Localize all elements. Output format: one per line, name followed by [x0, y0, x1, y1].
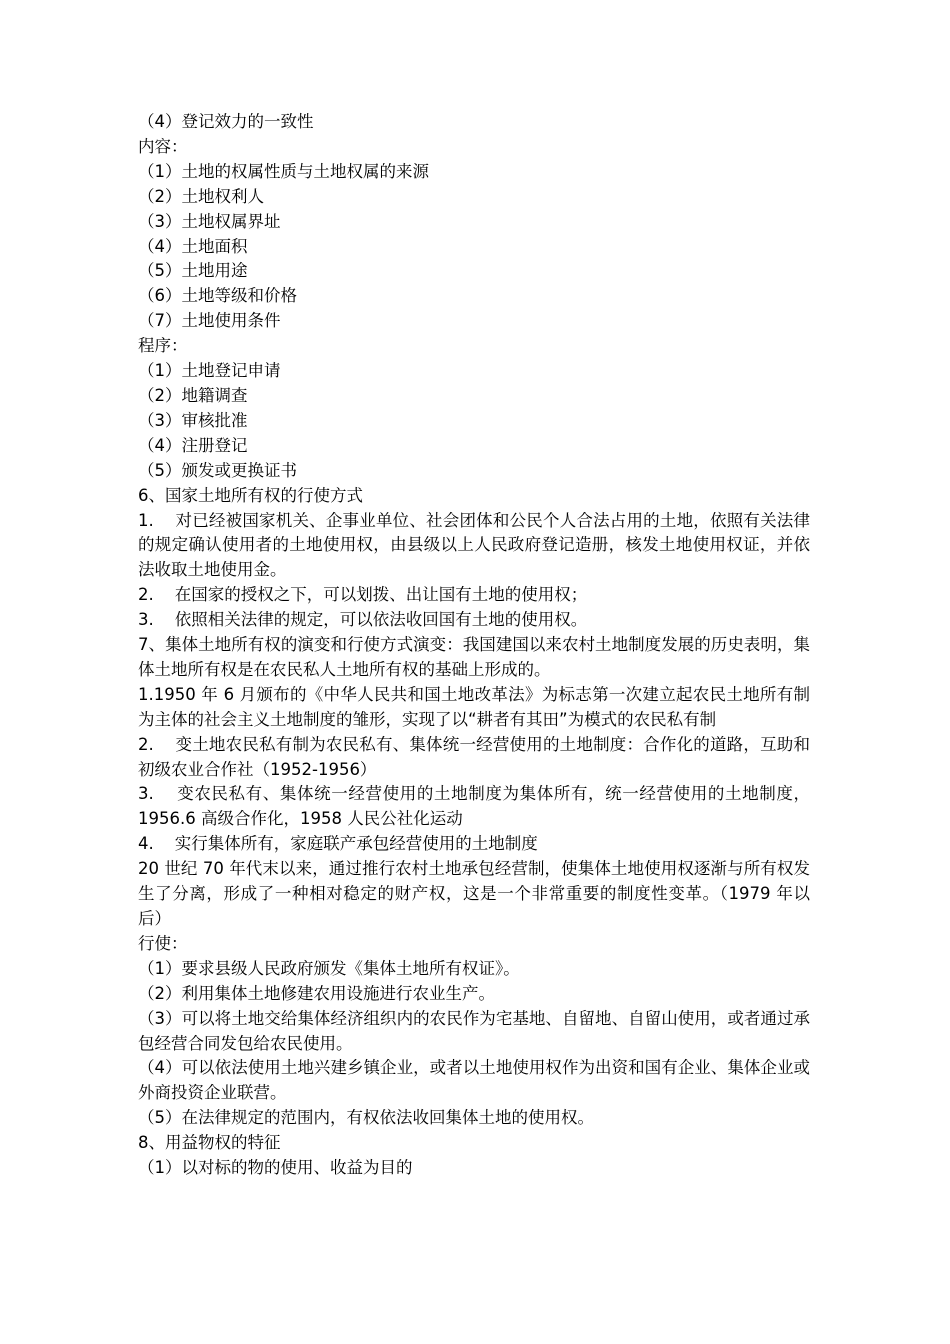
numbered-paragraph: 4. 实行集体所有，家庭联产承包经营使用的土地制度: [138, 834, 538, 854]
numbered-paragraph: 2. 在国家的授权之下，可以划拨、出让国有土地的使用权；: [138, 585, 588, 605]
list-item: （6）土地等级和价格: [138, 286, 297, 306]
numbered-paragraph: 3. 变农民私有、集体统一经营使用的土地制度为集体所有，统一经营使用的土地制度，1956.6 高级合作化，1958 人民公社化运动: [138, 784, 810, 829]
list-item: （1）土地的权属性质与土地权属的来源: [138, 161, 429, 181]
document-body: [138, 110, 810, 1181]
list-item: （4）土地面积: [138, 236, 248, 256]
list-item: （2）地籍调查: [138, 385, 248, 405]
section-heading: 7、集体土地所有权的演变和行使方式演变：我国建国以来农村土地制度发展的历史表明，集体土地所有权是在农民私人土地所有权的基础上形成的。: [138, 635, 810, 679]
numbered-paragraph: 2. 变土地农民私有制为农民私有、集体统一经营使用的土地制度：合作化的道路，互助和初级农业合作社（1952-1956）: [138, 734, 810, 779]
list-item: （3）土地权属界址: [138, 211, 281, 231]
numbered-paragraph: 3. 依照相关法律的规定，可以依法收回国有土地的使用权。: [138, 610, 588, 630]
list-item: （4）可以依法使用土地兴建乡镇企业，或者以土地使用权作为出资和国有企业、集体企业或外商投资企业联营。: [138, 1058, 810, 1103]
section-heading: 程序：: [138, 336, 188, 356]
list-item: （3）可以将土地交给集体经济组织内的农民作为宅基地、自留地、自留山使用，或者通过承包经营合同发包给农民使用。: [138, 1008, 810, 1053]
list-item: （2）土地权利人: [138, 186, 264, 206]
list-item: （1）土地登记申请: [138, 361, 281, 381]
list-item: （1）要求县级人民政府颁发《集体土地所有权证》。: [138, 958, 520, 978]
list-item: （7）土地使用条件: [138, 311, 281, 331]
section-heading: 8、用益物权的特征: [138, 1133, 281, 1153]
list-item: （2）利用集体土地修建农用设施进行农业生产。: [138, 983, 495, 1003]
section-heading: 内容：: [138, 136, 188, 156]
list-item: （1）以对标的物的使用、收益为目的: [138, 1158, 413, 1178]
list-item: （3）审核批准: [138, 410, 248, 430]
text-line: （4）登记效力的一致性: [138, 112, 314, 131]
section-heading: 6、国家土地所有权的行使方式: [138, 485, 363, 505]
list-item: （5）在法律规定的范围内，有权依法收回集体土地的使用权。: [138, 1108, 594, 1128]
section-heading: 行使：: [138, 933, 188, 953]
numbered-paragraph: 1.1950 年 6 月颁布的《中华人民共和国土地改革法》为标志第一次建立起农民土地所有制为主体的社会主义土地制度的雏形，实现了以“耕者有其田”为模式的农民私有制: [138, 684, 810, 729]
list-item: （5）颁发或更换证书: [138, 460, 297, 480]
numbered-paragraph: 1. 对已经被国家机关、企事业单位、社会团体和公民个人合法占用的土地，依照有关法律的规定确认使用者的土地使用权，由县级以上人民政府登记造册，核发土地使用权证，并依法收取土地使用金。: [138, 510, 810, 580]
body-paragraph: 20 世纪 70 年代末以来，通过推行农村土地承包经营制，使集体土地使用权逐渐与所有权发生了分离，形成了一种相对稳定的财产权，这是一个非常重要的制度性变革。（1979 年以后）: [138, 859, 810, 928]
list-item: （4）注册登记: [138, 435, 248, 455]
list-item: （5）土地用途: [138, 261, 248, 281]
